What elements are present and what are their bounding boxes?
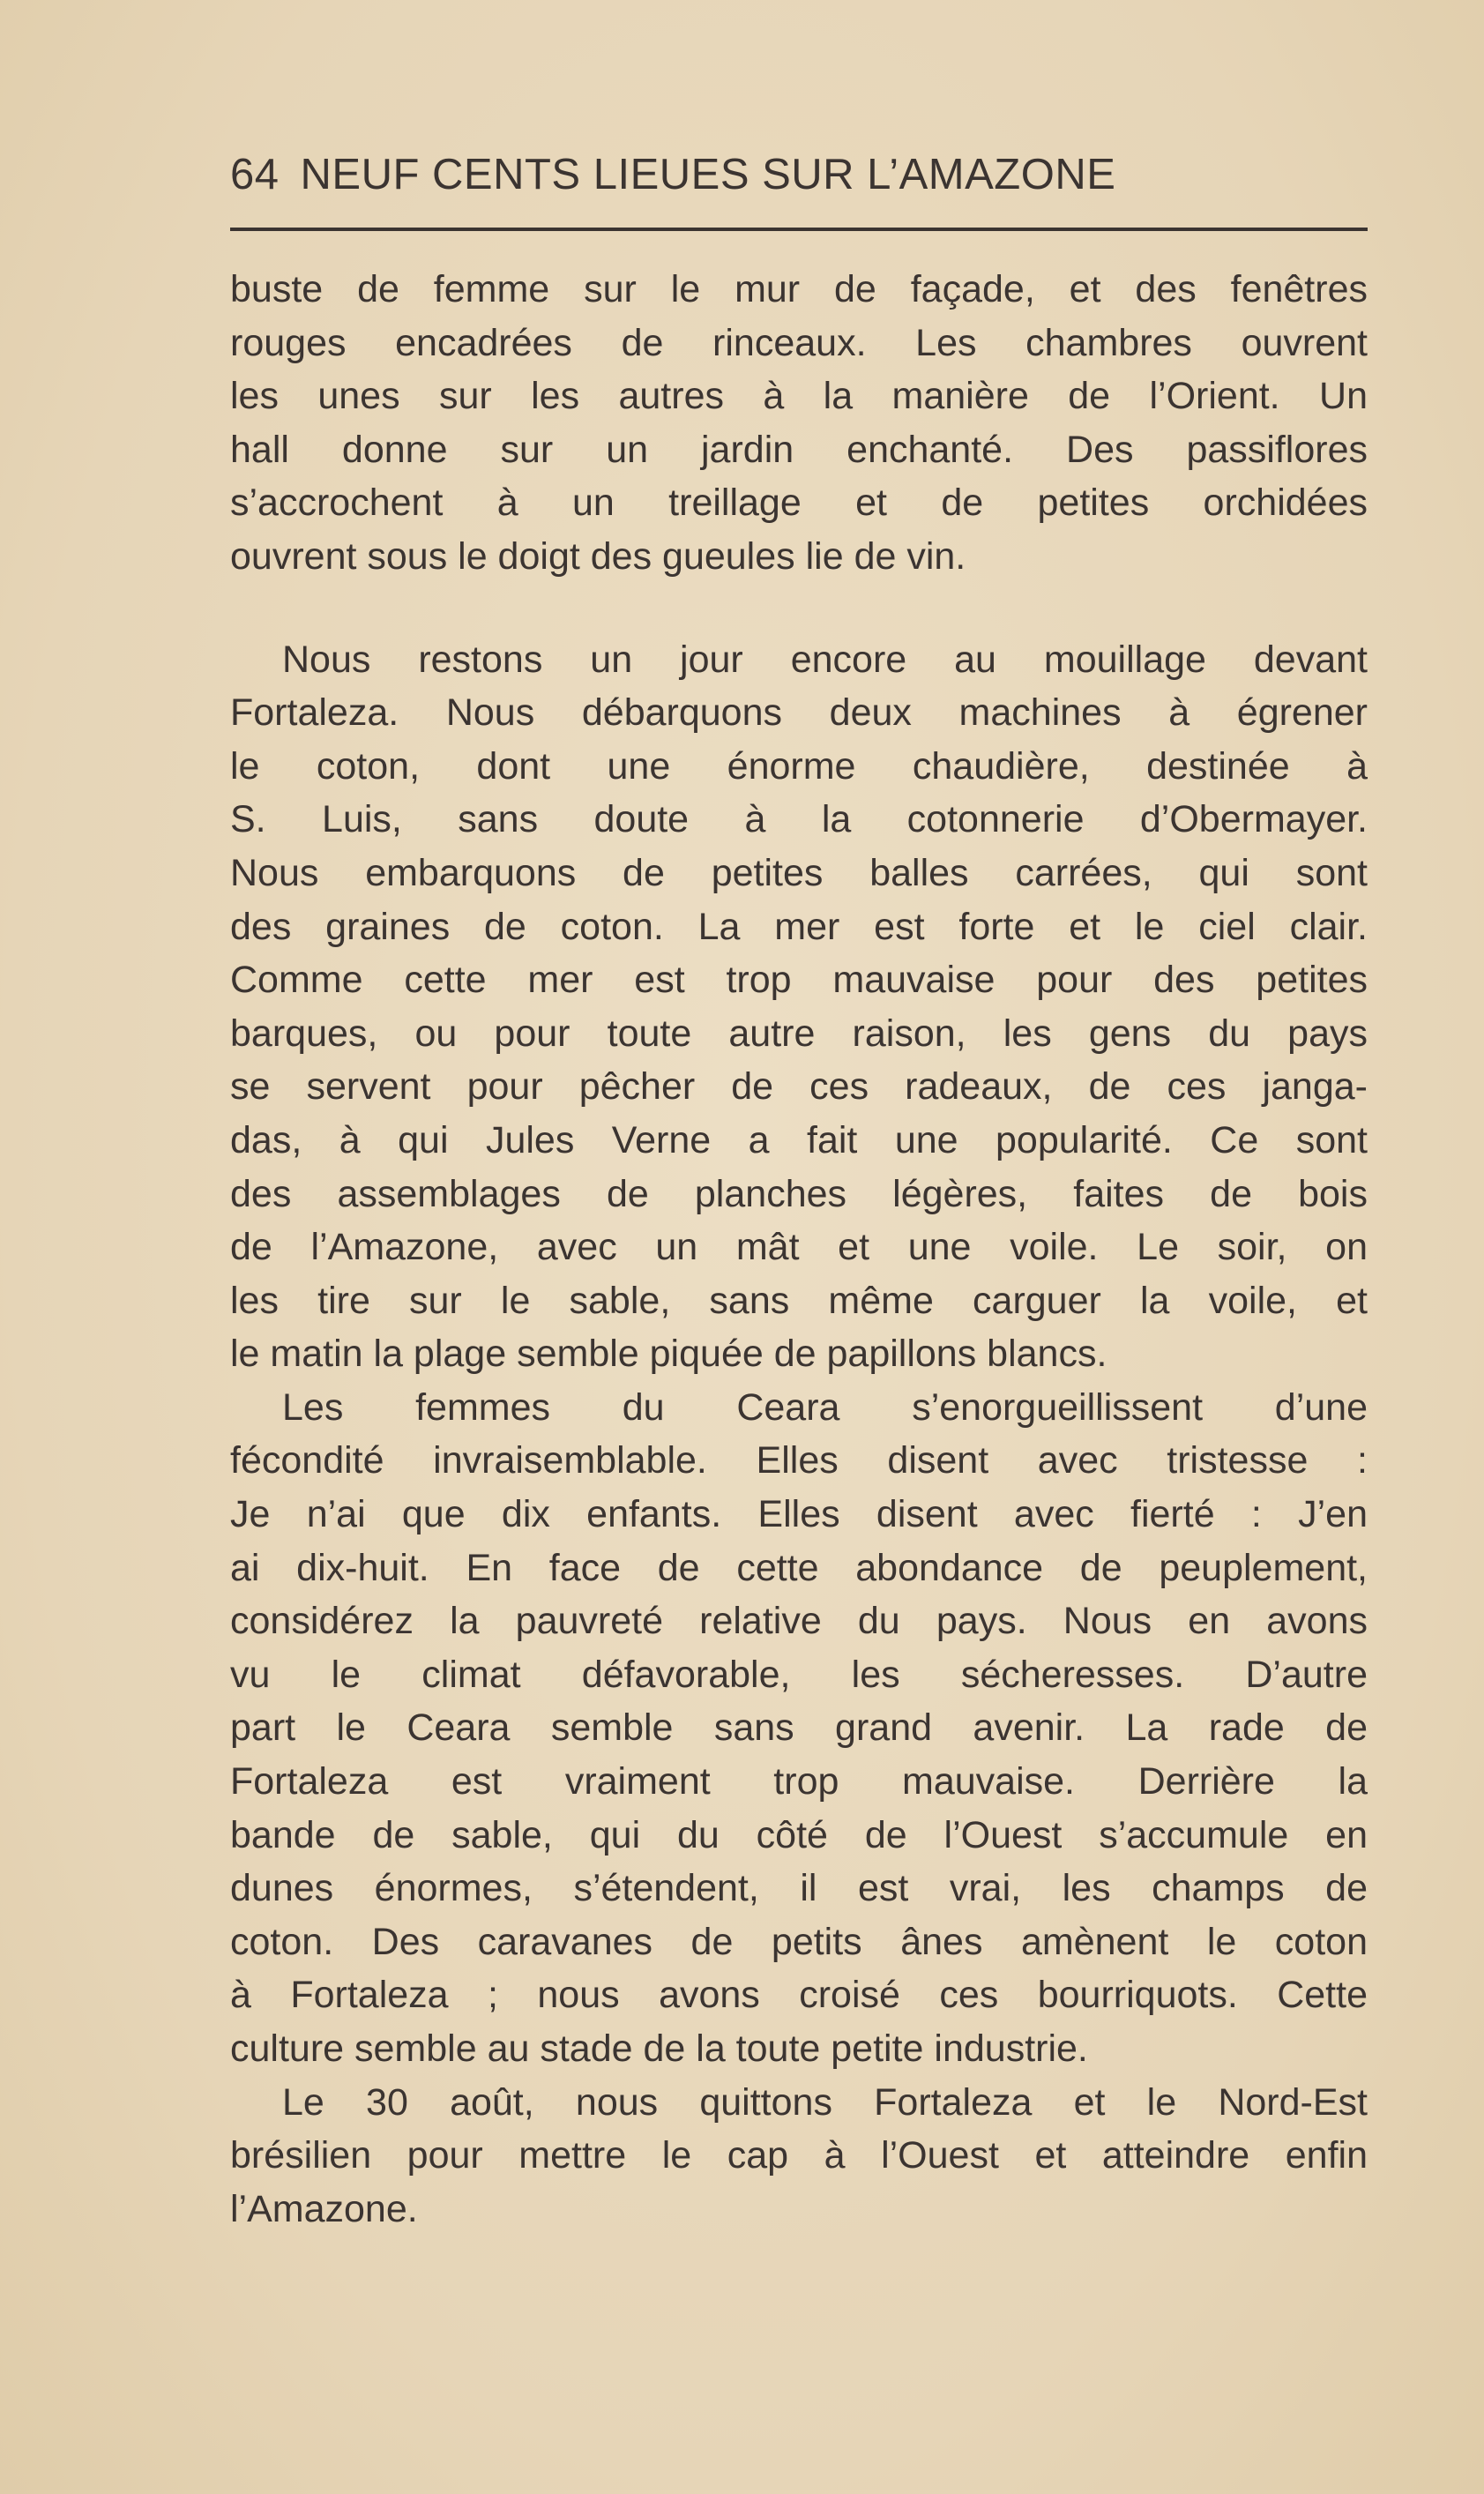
text-line: Fortaleza. Nous débarquons deux machines à égrener <box>230 691 1368 735</box>
paragraph <box>230 633 1368 1381</box>
text-line: Les femmes du Ceara s’enorgueillissent d’une <box>282 1385 1368 1429</box>
text-line: Je n’ai que dix enfants. Elles disent avec fierté : J’en <box>230 1493 1368 1536</box>
running-title: NEUF CENTS LIEUES SUR L’AMAZONE <box>300 151 1116 198</box>
text-line: bande de sable, qui du côté de l’Ouest s’accumule en <box>230 1813 1368 1856</box>
text-line: culture semble au stade de la toute petite industrie. <box>230 2027 1088 2070</box>
text-line: des assemblages de planches légères, faites de bois <box>230 1172 1368 1215</box>
body-text <box>230 263 1368 2236</box>
text-line: ouvrent sous le doigt des gueules lie de vin. <box>230 534 966 578</box>
text-line: rouges encadrées de rinceaux. Les chambres ouvrent <box>230 321 1368 364</box>
text-line: l’Amazone. <box>230 2187 418 2230</box>
text-line: se servent pour pêcher de ces radeaux, de ces janga- <box>230 1065 1368 1109</box>
text-line: Comme cette mer est trop mauvaise pour des petites <box>230 959 1368 1002</box>
text-line: fécondité invraisemblable. Elles disent avec tristesse : <box>230 1439 1368 1482</box>
paragraph <box>230 263 1368 584</box>
text-line: des graines de coton. La mer est forte et le ciel clair. <box>230 905 1368 948</box>
paragraph <box>230 1381 1368 2076</box>
text-line: Nous restons un jour encore au mouillage devant <box>282 638 1368 681</box>
text-line: à Fortaleza ; nous avons croisé ces bourriquots. Cette <box>230 1974 1368 2017</box>
text-line: das, à qui Jules Verne a fait une popularité. Ce sont <box>230 1118 1368 1161</box>
text-line: s’accrochent à un treillage et de petites orchidées <box>230 482 1368 525</box>
text-line: Nous embarquons de petites balles carrées, qui sont <box>230 851 1368 894</box>
text-line: les tire sur le sable, sans même carguer la voile, et <box>230 1279 1368 1322</box>
page-number: 64 <box>230 151 280 198</box>
text-line: ai dix-huit. En face de cette abondance de peuplement, <box>230 1546 1368 1589</box>
text-line: hall donne sur un jardin enchanté. Des passiflores <box>230 428 1368 471</box>
text-line: Fortaleza est vraiment trop mauvaise. Derrière la <box>230 1760 1368 1803</box>
text-line: brésilien pour mettre le cap à l’Ouest et atteindre enfin <box>230 2134 1368 2177</box>
paragraph <box>230 2076 1368 2236</box>
text-line: buste de femme sur le mur de façade, et des fenêtres <box>230 268 1368 310</box>
text-line: coton. Des caravanes de petits ânes amènent le coton <box>230 1920 1368 1963</box>
text-line: les unes sur les autres à la manière de l’Orient. Un <box>230 375 1368 418</box>
text-line: considérez la pauvreté relative du pays. Nous en avons <box>230 1600 1368 1643</box>
text-line: le matin la plage semble piquée de papillons blancs. <box>230 1333 1107 1376</box>
text-line: part le Ceara semble sans grand avenir. La rade de <box>230 1706 1368 1750</box>
text-line: dunes énormes, s’étendent, il est vrai, les champs de <box>230 1867 1368 1910</box>
running-header <box>230 150 1368 212</box>
text-line: le coton, dont une énorme chaudière, destinée à <box>230 744 1368 788</box>
text-line: Le 30 août, nous quittons Fortaleza et le Nord-Est <box>282 2080 1368 2124</box>
text-line: de l’Amazone, avec un mât et une voile. Le soir, on <box>230 1226 1368 1269</box>
header-rule <box>230 228 1368 231</box>
text-line: barques, ou pour toute autre raison, les gens du pays <box>230 1012 1368 1055</box>
text-line: vu le climat défavorable, les sécheresses. D’autre <box>230 1653 1368 1696</box>
text-line: S. Luis, sans doute à la cotonnerie d’Obermayer. <box>230 798 1368 841</box>
